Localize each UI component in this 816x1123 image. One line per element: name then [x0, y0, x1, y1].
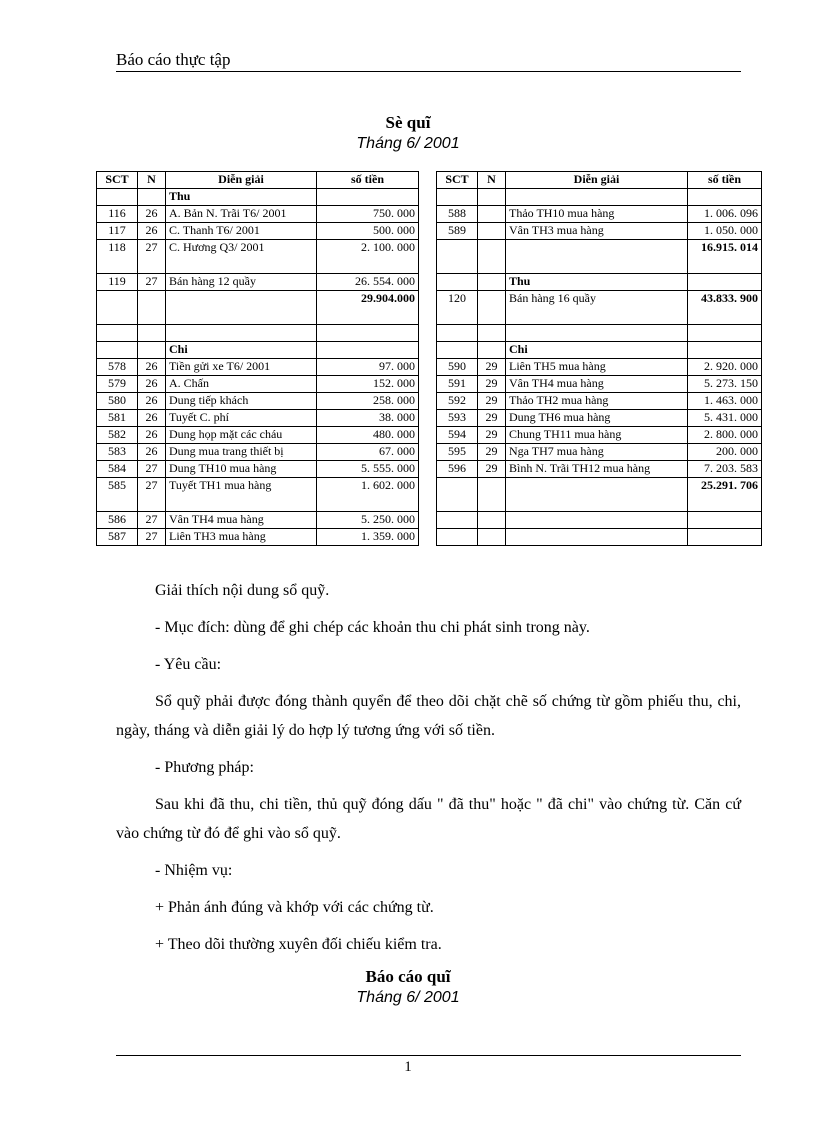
cell-dien-giai: Dung TH10 mua hàng	[166, 461, 317, 478]
table-row	[437, 291, 762, 325]
cell-so-tien: 2. 920. 000	[688, 359, 762, 376]
cell-sct: 591	[437, 376, 478, 393]
ledger-table-left	[96, 171, 419, 546]
cell-sct: 586	[97, 512, 138, 529]
cell-sct: 589	[437, 223, 478, 240]
cell-n: 29	[478, 393, 506, 410]
cell-so-tien: 25.291. 706	[688, 478, 762, 512]
cell-n: 26	[138, 223, 166, 240]
cell-dien-giai: Chi	[506, 342, 688, 359]
cell-n	[478, 274, 506, 291]
cell-sct: 592	[437, 393, 478, 410]
cell-dien-giai	[506, 512, 688, 529]
cell-so-tien: 1. 359. 000	[317, 529, 419, 546]
cell-dien-giai	[506, 529, 688, 546]
cell-sct	[437, 478, 478, 512]
cell-dien-giai: C. Thanh T6/ 2001	[166, 223, 317, 240]
cell-n	[478, 342, 506, 359]
col-header-n: N	[138, 172, 166, 189]
col-header-so-tien: số tiền	[688, 172, 762, 189]
cell-n	[138, 342, 166, 359]
table-row	[97, 240, 419, 274]
cell-sct: 596	[437, 461, 478, 478]
cell-so-tien: 38. 000	[317, 410, 419, 427]
cell-sct	[437, 274, 478, 291]
cell-dien-giai: Nga TH7 mua hàng	[506, 444, 688, 461]
cell-n	[478, 189, 506, 206]
cell-dien-giai: C. Hương Q3/ 2001	[166, 240, 317, 274]
cell-sct: 595	[437, 444, 478, 461]
cell-dien-giai: Bình N. Trãi TH12 mua hàng	[506, 461, 688, 478]
cell-n: 29	[478, 444, 506, 461]
cell-dien-giai: Liên TH3 mua hàng	[166, 529, 317, 546]
cell-sct	[97, 325, 138, 342]
table-row	[437, 376, 762, 393]
cell-n: 27	[138, 512, 166, 529]
table-row	[97, 444, 419, 461]
cell-sct	[97, 189, 138, 206]
table-row	[437, 410, 762, 427]
table-row	[97, 291, 419, 325]
cell-sct: 581	[97, 410, 138, 427]
cell-n	[478, 512, 506, 529]
table-row	[437, 359, 762, 376]
cell-so-tien: 67. 000	[317, 444, 419, 461]
table-row	[97, 325, 419, 342]
cell-n: 26	[138, 427, 166, 444]
cell-sct: 590	[437, 359, 478, 376]
table-row	[97, 342, 419, 359]
table-row	[97, 376, 419, 393]
cell-so-tien: 43.833. 900	[688, 291, 762, 325]
table-row	[97, 274, 419, 291]
cell-sct	[437, 342, 478, 359]
cell-sct: 120	[437, 291, 478, 325]
cell-n: 27	[138, 529, 166, 546]
cell-sct: 584	[97, 461, 138, 478]
cell-sct: 585	[97, 478, 138, 512]
cell-n: 27	[138, 240, 166, 274]
cell-dien-giai: Thu	[166, 189, 317, 206]
cell-sct	[437, 325, 478, 342]
paragraph-intro: Giải thích nội dung sổ quỹ.	[155, 582, 330, 599]
cell-dien-giai: Thu	[506, 274, 688, 291]
cell-dien-giai: A. Chấn	[166, 376, 317, 393]
paragraph-purpose: - Mục đích: dùng để ghi chép các khoản thu chi phát sinh trong này.	[155, 619, 590, 636]
cell-so-tien: 16.915. 014	[688, 240, 762, 274]
cell-dien-giai: Vân TH3 mua hàng	[506, 223, 688, 240]
cell-so-tien	[688, 274, 762, 291]
page-number: 1	[404, 1059, 412, 1075]
table-row	[437, 427, 762, 444]
cell-dien-giai: Tuyết TH1 mua hàng	[166, 478, 317, 512]
cell-n: 27	[138, 478, 166, 512]
table-row	[437, 189, 762, 206]
cell-sct: 583	[97, 444, 138, 461]
cell-sct	[97, 342, 138, 359]
cell-so-tien	[317, 325, 419, 342]
cell-n	[478, 223, 506, 240]
table-row	[437, 240, 762, 274]
cell-so-tien: 7. 203. 583	[688, 461, 762, 478]
cell-so-tien	[688, 189, 762, 206]
col-header-so-tien: số tiền	[317, 172, 419, 189]
cell-dien-giai: Tiền gửi xe T6/ 2001	[166, 359, 317, 376]
cell-dien-giai: Chung TH11 mua hàng	[506, 427, 688, 444]
cell-dien-giai: Chi	[166, 342, 317, 359]
cell-so-tien: 5. 555. 000	[317, 461, 419, 478]
cell-dien-giai: Dung mua trang thiết bị	[166, 444, 317, 461]
cell-so-tien: 480. 000	[317, 427, 419, 444]
cell-dien-giai	[506, 478, 688, 512]
cell-n	[138, 189, 166, 206]
cell-so-tien	[317, 189, 419, 206]
cell-n	[478, 529, 506, 546]
col-header-sct: SCT	[437, 172, 478, 189]
table-row	[437, 223, 762, 240]
ledger-body-left	[97, 189, 419, 546]
cell-sct: 116	[97, 206, 138, 223]
explanation-section	[116, 576, 741, 967]
table-row	[97, 410, 419, 427]
so-quy-subtitle: Tháng 6/ 2001	[356, 135, 460, 152]
cell-dien-giai	[506, 325, 688, 342]
table-row	[437, 325, 762, 342]
table-row	[97, 223, 419, 240]
cell-dien-giai: Vân TH4 mua hàng	[506, 376, 688, 393]
cell-so-tien: 152. 000	[317, 376, 419, 393]
table-row	[437, 444, 762, 461]
cell-sct: 118	[97, 240, 138, 274]
cell-n: 29	[478, 359, 506, 376]
cell-so-tien	[317, 342, 419, 359]
cell-so-tien: 5. 250. 000	[317, 512, 419, 529]
cell-n	[478, 291, 506, 325]
cell-dien-giai	[166, 291, 317, 325]
cell-dien-giai	[166, 325, 317, 342]
cell-so-tien: 2. 100. 000	[317, 240, 419, 274]
table-row	[97, 529, 419, 546]
cell-so-tien: 97. 000	[317, 359, 419, 376]
cell-sct: 582	[97, 427, 138, 444]
cell-so-tien	[688, 529, 762, 546]
page-header: Báo cáo thực tập	[116, 50, 231, 69]
cell-sct: 578	[97, 359, 138, 376]
cell-sct	[437, 240, 478, 274]
paragraph-requirements: Sổ quỹ phải được đóng thành quyển để theo dõi chặt chẽ số chứng từ gồm phiếu thu, chi, ngày, tháng và diễn giải lý do hợp lý tương ứng với số tiền.	[116, 693, 741, 739]
cell-n: 29	[478, 461, 506, 478]
col-header-dien-giai: Diễn giải	[506, 172, 688, 189]
table-row	[437, 529, 762, 546]
cell-dien-giai: Bán hàng 12 quầy	[166, 274, 317, 291]
cell-so-tien: 200. 000	[688, 444, 762, 461]
table-row	[437, 206, 762, 223]
so-quy-title: Sè quĩ	[385, 113, 431, 132]
table-row	[437, 342, 762, 359]
paragraph-tasks-heading: - Nhiệm vụ:	[155, 862, 233, 879]
cell-n	[478, 240, 506, 274]
paragraph-method-heading: - Phương pháp:	[155, 759, 254, 776]
cell-n	[138, 325, 166, 342]
cell-n	[478, 206, 506, 223]
cell-n: 29	[478, 410, 506, 427]
paragraph-requirements-heading: - Yêu cầu:	[155, 656, 222, 673]
cell-so-tien: 5. 273. 150	[688, 376, 762, 393]
table-header-row	[437, 172, 762, 189]
table-row	[97, 461, 419, 478]
table-row	[97, 512, 419, 529]
cell-so-tien: 1. 602. 000	[317, 478, 419, 512]
cell-dien-giai: Tuyết C. phí	[166, 410, 317, 427]
cell-so-tien: 500. 000	[317, 223, 419, 240]
cell-n: 26	[138, 444, 166, 461]
table-row	[437, 478, 762, 512]
cell-so-tien: 750. 000	[317, 206, 419, 223]
cell-n: 26	[138, 393, 166, 410]
cell-dien-giai: A. Bản N. Trãi T6/ 2001	[166, 206, 317, 223]
cell-sct: 580	[97, 393, 138, 410]
bao-cao-quy-subtitle: Tháng 6/ 2001	[356, 989, 460, 1006]
cell-n: 26	[138, 376, 166, 393]
table-header-row	[97, 172, 419, 189]
cell-dien-giai: Thảo TH2 mua hàng	[506, 393, 688, 410]
cell-so-tien: 1. 463. 000	[688, 393, 762, 410]
col-header-sct: SCT	[97, 172, 138, 189]
paragraph-method: Sau khi đã thu, chi tiền, thủ quỹ đóng dấu " đã thu" hoặc " đã chi" vào chứng từ. Căn cứ vào chứng từ đó để ghi vào sổ quỹ.	[116, 796, 741, 842]
cell-dien-giai	[506, 189, 688, 206]
cell-n: 29	[478, 376, 506, 393]
cell-n: 29	[478, 427, 506, 444]
table-row	[437, 274, 762, 291]
cell-dien-giai: Liên TH5 mua hàng	[506, 359, 688, 376]
cell-so-tien	[688, 325, 762, 342]
bao-cao-quy-title: Báo cáo quĩ	[365, 967, 451, 986]
cell-so-tien: 1. 006. 096	[688, 206, 762, 223]
cell-dien-giai: Dung tiếp khách	[166, 393, 317, 410]
ledger-table-right	[436, 171, 762, 546]
table-row	[97, 478, 419, 512]
cell-sct: 119	[97, 274, 138, 291]
paragraph-task-2: + Theo dõi thường xuyên đối chiếu kiểm tra.	[155, 936, 442, 953]
cell-n: 27	[138, 274, 166, 291]
cell-n	[478, 478, 506, 512]
table-row	[437, 512, 762, 529]
cell-dien-giai: Bán hàng 16 quầy	[506, 291, 688, 325]
cell-n: 26	[138, 359, 166, 376]
table-row	[437, 393, 762, 410]
cell-so-tien: 5. 431. 000	[688, 410, 762, 427]
table-row	[97, 189, 419, 206]
cell-dien-giai: Vân TH4 mua hàng	[166, 512, 317, 529]
cell-sct: 579	[97, 376, 138, 393]
cell-sct	[437, 512, 478, 529]
cell-sct: 587	[97, 529, 138, 546]
col-header-n: N	[478, 172, 506, 189]
cell-n: 27	[138, 461, 166, 478]
cell-sct: 117	[97, 223, 138, 240]
cell-sct: 593	[437, 410, 478, 427]
cell-dien-giai: Dung TH6 mua hàng	[506, 410, 688, 427]
cell-so-tien: 26. 554. 000	[317, 274, 419, 291]
cell-sct	[97, 291, 138, 325]
cell-so-tien: 29.904.000	[317, 291, 419, 325]
cell-n: 26	[138, 410, 166, 427]
header-rule	[116, 71, 741, 72]
table-row	[97, 393, 419, 410]
cell-n	[478, 325, 506, 342]
cell-n	[138, 291, 166, 325]
table-row	[97, 427, 419, 444]
cell-so-tien: 1. 050. 000	[688, 223, 762, 240]
cell-sct	[437, 529, 478, 546]
paragraph-task-1: + Phản ánh đúng và khớp với các chứng từ.	[155, 899, 434, 916]
cell-sct: 594	[437, 427, 478, 444]
cell-so-tien: 258. 000	[317, 393, 419, 410]
cell-dien-giai	[506, 240, 688, 274]
cell-sct: 588	[437, 206, 478, 223]
cell-so-tien: 2. 800. 000	[688, 427, 762, 444]
cell-so-tien	[688, 342, 762, 359]
table-row	[97, 359, 419, 376]
col-header-dien-giai: Diễn giải	[166, 172, 317, 189]
cell-n: 26	[138, 206, 166, 223]
cell-sct	[437, 189, 478, 206]
cell-dien-giai: Dung họp mặt các cháu	[166, 427, 317, 444]
table-row	[437, 461, 762, 478]
table-row	[97, 206, 419, 223]
cell-dien-giai: Thảo TH10 mua hàng	[506, 206, 688, 223]
footer-rule	[116, 1055, 741, 1056]
cell-so-tien	[688, 512, 762, 529]
ledger-body-right	[437, 189, 762, 546]
